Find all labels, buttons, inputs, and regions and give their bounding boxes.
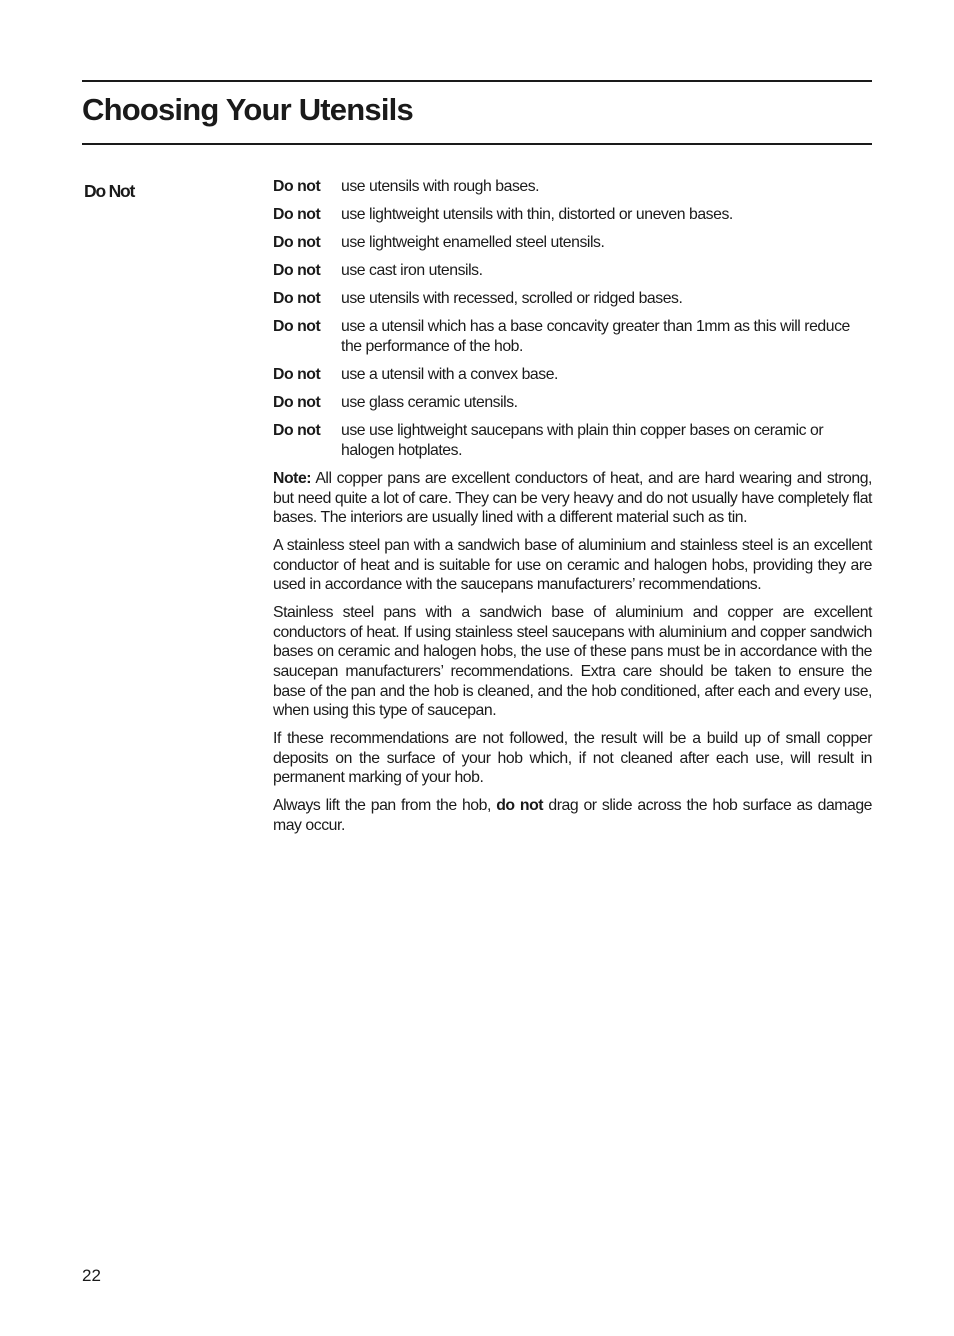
do-not-label: Do not — [273, 262, 321, 280]
do-not-item — [273, 177, 872, 197]
top-rule — [82, 80, 872, 82]
do-not-text: use utensils with rough bases. — [341, 178, 540, 195]
do-not-label: Do not — [273, 318, 321, 336]
do-not-text: use a utensil which has a base concavity greater than 1mm as this will reduce the performance of the hob. — [341, 318, 850, 356]
do-not-item — [273, 365, 872, 385]
do-not-text: use a utensil with a convex base. — [341, 366, 558, 384]
do-not-item — [273, 289, 872, 309]
do-not-label: Do not — [273, 178, 321, 195]
final-text-after: drag or slide across the hob surface as damage may occur. — [273, 797, 873, 834]
note-text: All copper pans are excellent conductors of heat, and are hard wearing and strong, but need quite a lot of care. They can be very heavy and do not usually have completely flat bases. The interiors are usually lined with a different material such as tin. — [273, 470, 872, 527]
do-not-text: use glass ceramic utensils. — [341, 394, 518, 412]
do-not-label: Do not — [273, 422, 321, 440]
do-not-item — [273, 261, 872, 281]
body-paragraph: A stainless steel pan with a sandwich base of aluminium and stainless steel is an excellent conductor of heat and is suitable for use on ceramic and halogen hobs, providing they are used in accordance with the saucepans manufacturers’ recommendations. — [273, 537, 872, 594]
do-not-text: use utensils with recessed, scrolled or ridged bases. — [341, 290, 683, 308]
do-not-text: use cast iron utensils. — [341, 262, 483, 280]
do-not-label: Do not — [273, 394, 321, 412]
do-not-item — [273, 317, 872, 356]
final-paragraph — [273, 796, 872, 835]
do-not-text: use use lightweight saucepans with plain thin copper bases on ceramic or halogen hotplates. — [341, 422, 824, 459]
final-text-emphasis: do not — [496, 797, 544, 815]
do-not-item — [273, 205, 872, 225]
note-paragraph — [273, 469, 872, 528]
note-label: Note: — [273, 470, 312, 488]
body-paragraph: Stainless steel pans with a sandwich base of aluminium and copper are excellent conductors of heat. If using stainless steel saucepans with aluminium and copper sandwich bases on ceramic and halogen hobs, the use of these pans must be in accordance with the saucepan manufacturers’ recommendations. Extra care should be taken to ensure the base of the pan and the hob is cleaned, and the hob conditioned, after each and every use, when using this type of saucepan. — [273, 604, 872, 720]
do-not-label: Do not — [273, 290, 321, 308]
bottom-rule — [82, 143, 872, 145]
do-not-item — [273, 233, 872, 253]
page-title: Choosing Your Utensils — [82, 92, 413, 127]
page-number: 22 — [82, 1266, 101, 1285]
final-text-before: Always lift the pan from the hob, — [273, 797, 491, 815]
do-not-item — [273, 393, 872, 413]
do-not-label: Do not — [273, 234, 321, 252]
main-content — [273, 177, 872, 844]
do-not-text: use lightweight enamelled steel utensils. — [341, 234, 605, 252]
do-not-label: Do not — [273, 366, 321, 384]
section-heading: Do Not — [84, 181, 135, 201]
do-not-label: Do not — [273, 206, 321, 224]
do-not-text: use lightweight utensils with thin, distorted or uneven bases. — [341, 206, 733, 224]
body-paragraph: If these recommendations are not followed, the result will be a build up of small copper deposits on the surface of your hob which, if not cleaned after each use, will result in permanent marking of your hob. — [273, 730, 872, 787]
do-not-item — [273, 421, 872, 460]
